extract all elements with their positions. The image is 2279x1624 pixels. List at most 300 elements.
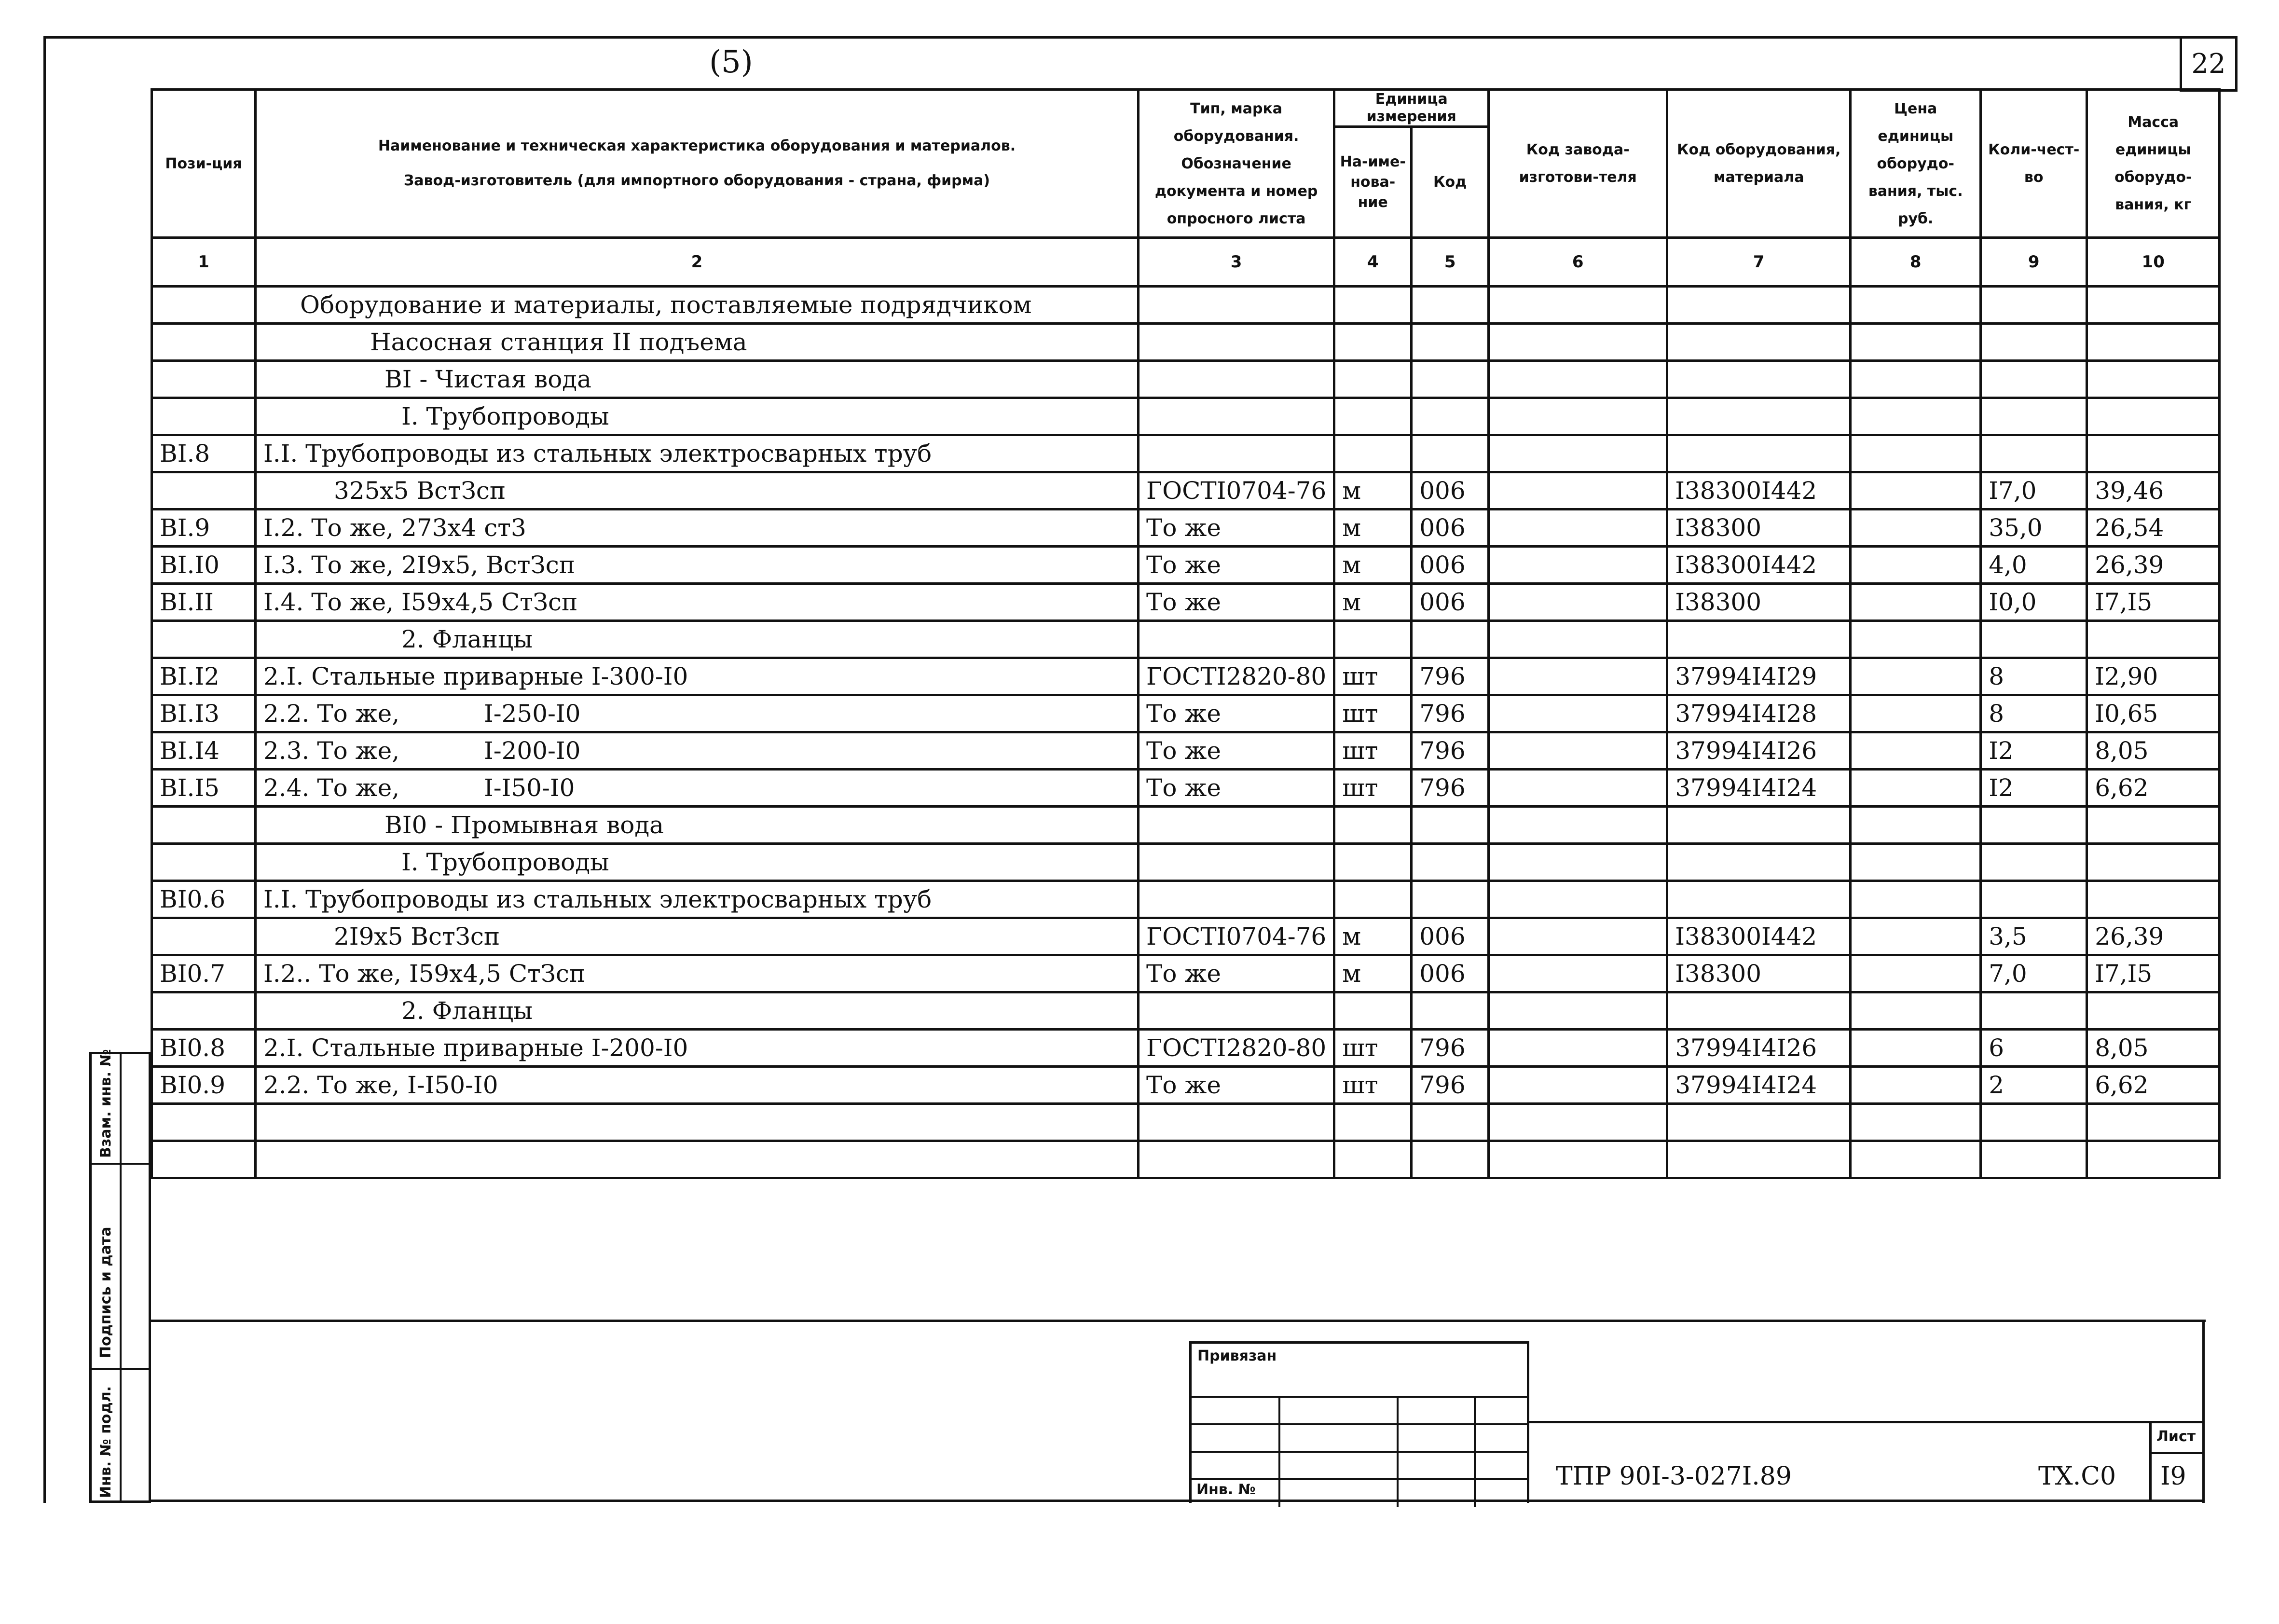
col-number: 8 (1851, 238, 1981, 287)
row-price (1851, 955, 1981, 992)
row-unit-code: 006 (1412, 547, 1489, 584)
row-position (152, 807, 256, 844)
row-name: 2.I. Стальные приварные I-200-I0 (256, 1030, 1139, 1067)
row-material-code: I38300I442 (1667, 918, 1851, 955)
row-quantity: 4,0 (1981, 547, 2087, 584)
table-row (152, 621, 2220, 658)
row-type (1139, 361, 1334, 398)
row-position (152, 398, 256, 435)
table-row (152, 547, 2220, 584)
row-price (1851, 584, 1981, 621)
row-price (1851, 1030, 1981, 1067)
row-name: I. Трубопроводы (256, 844, 1139, 881)
row-plant-code (1489, 435, 1667, 472)
row-unit-code (1412, 992, 1489, 1030)
row-position (152, 1141, 256, 1178)
row-mass (2087, 881, 2220, 918)
row-plant-code (1489, 621, 1667, 658)
document-code: ТПР 90I-3-027I.89 (1556, 1462, 1792, 1491)
row-name: 2.I. Стальные приварные I-300-I0 (256, 658, 1139, 695)
row-quantity (1981, 398, 2087, 435)
row-material-code: 37994I4I29 (1667, 658, 1851, 695)
row-position (152, 844, 256, 881)
row-quantity (1981, 1141, 2087, 1178)
row-plant-code (1489, 1067, 1667, 1104)
row-unit (1334, 324, 1412, 361)
row-name: I. Трубопроводы (256, 398, 1139, 435)
row-material-code: I38300I442 (1667, 472, 1851, 509)
row-type: ГОСТI0704-76 (1139, 918, 1334, 955)
row-plant-code (1489, 992, 1667, 1030)
row-quantity (1981, 881, 2087, 918)
table-row (152, 955, 2220, 992)
row-material-code (1667, 621, 1851, 658)
header-unit-name: На-име-нова-ние (1334, 127, 1412, 238)
row-unit: м (1334, 918, 1412, 955)
row-position: BI.I5 (152, 770, 256, 807)
row-type: То же (1139, 695, 1334, 732)
row-material-code (1667, 398, 1851, 435)
row-price (1851, 1141, 1981, 1178)
row-mass: 26,54 (2087, 509, 2220, 547)
row-plant-code (1489, 881, 1667, 918)
stamp-line (1397, 1396, 1399, 1507)
row-unit-code: 796 (1412, 1067, 1489, 1104)
table-row (152, 1067, 2220, 1104)
row-position: BI.I0 (152, 547, 256, 584)
header-unit-code: Код (1412, 127, 1489, 238)
section-code: ТХ.С0 (2038, 1462, 2116, 1491)
side-label-inv-podl: Инв. № подл. (97, 1386, 114, 1498)
row-price (1851, 398, 1981, 435)
row-material-code: 37994I4I26 (1667, 732, 1851, 770)
row-quantity: 7,0 (1981, 955, 2087, 992)
row-type (1139, 1104, 1334, 1141)
row-price (1851, 1104, 1981, 1141)
row-type (1139, 992, 1334, 1030)
row-mass (2087, 1104, 2220, 1141)
row-plant-code (1489, 695, 1667, 732)
row-plant-code (1489, 509, 1667, 547)
row-mass (2087, 1141, 2220, 1178)
row-mass: 6,62 (2087, 1067, 2220, 1104)
row-quantity: 35,0 (1981, 509, 2087, 547)
table-row (152, 472, 2220, 509)
row-unit-code: 796 (1412, 658, 1489, 695)
col-number: 1 (152, 238, 256, 287)
stamp-line (1192, 1478, 1527, 1480)
row-material-code (1667, 992, 1851, 1030)
row-position: BI0.6 (152, 881, 256, 918)
row-material-code: 37994I4I24 (1667, 770, 1851, 807)
row-price (1851, 472, 1981, 509)
row-unit: шт (1334, 695, 1412, 732)
row-unit (1334, 881, 1412, 918)
row-unit: шт (1334, 658, 1412, 695)
row-unit (1334, 621, 1412, 658)
row-plant-code (1489, 398, 1667, 435)
sheet-value: I9 (2160, 1462, 2186, 1491)
row-mass (2087, 398, 2220, 435)
row-plant-code (1489, 287, 1667, 324)
row-name: I.2. То же, 273x4 ст3 (256, 509, 1139, 547)
row-price (1851, 658, 1981, 695)
header-quantity: Коли-чест-во (1981, 90, 2087, 238)
row-position (152, 992, 256, 1030)
col-number: 2 (256, 238, 1139, 287)
row-unit: шт (1334, 1030, 1412, 1067)
header-type: Тип, марка оборудования. Обозначение документа и номер опросного листа (1139, 90, 1334, 238)
row-name: 2I9x5 ВстЗсп (256, 918, 1139, 955)
row-unit-code (1412, 1141, 1489, 1178)
row-material-code (1667, 1141, 1851, 1178)
stamp-line (1474, 1396, 1476, 1507)
row-price (1851, 547, 1981, 584)
row-quantity (1981, 621, 2087, 658)
col-number: 3 (1139, 238, 1334, 287)
table-row (152, 695, 2220, 732)
table-body (152, 287, 2220, 1178)
sheet-number: 22 (2191, 48, 2226, 80)
row-price (1851, 881, 1981, 918)
row-unit (1334, 844, 1412, 881)
row-mass: 8,05 (2087, 732, 2220, 770)
row-quantity (1981, 992, 2087, 1030)
row-plant-code (1489, 1141, 1667, 1178)
row-name: 2.4. То же, I-I50-I0 (256, 770, 1139, 807)
row-unit-code (1412, 435, 1489, 472)
row-mass: 39,46 (2087, 472, 2220, 509)
stamp-bottom-line (151, 1500, 2205, 1502)
row-name: I.I. Трубопроводы из стальных электросварных труб (256, 881, 1139, 918)
row-position: BI.I4 (152, 732, 256, 770)
row-unit-code (1412, 844, 1489, 881)
sheet-number-box (2180, 36, 2238, 92)
row-material-code: I38300 (1667, 509, 1851, 547)
row-name: I.3. То же, 2I9x5, ВстЗсп (256, 547, 1139, 584)
side-stamp-line (92, 1163, 149, 1165)
row-plant-code (1489, 472, 1667, 509)
row-unit: м (1334, 547, 1412, 584)
row-quantity (1981, 807, 2087, 844)
row-material-code (1667, 287, 1851, 324)
header-row (152, 90, 2220, 127)
row-position (152, 918, 256, 955)
row-name: I.4. То же, I59x4,5 СтЗсп (256, 584, 1139, 621)
row-material-code: 37994I4I24 (1667, 1067, 1851, 1104)
row-unit: м (1334, 472, 1412, 509)
row-mass: I7,I5 (2087, 955, 2220, 992)
row-material-code: I38300 (1667, 584, 1851, 621)
row-type (1139, 1141, 1334, 1178)
row-name: I.I. Трубопроводы из стальных электросварных труб (256, 435, 1139, 472)
row-price (1851, 918, 1981, 955)
row-name: 2.2. То же, I-I50-I0 (256, 1067, 1139, 1104)
header-unit-group: Единица измерения (1334, 90, 1489, 127)
row-price (1851, 435, 1981, 472)
row-unit: шт (1334, 1067, 1412, 1104)
side-label-vzam: Взам. инв. № (97, 1049, 114, 1158)
row-mass: I2,90 (2087, 658, 2220, 695)
row-type: ГОСТI0704-76 (1139, 472, 1334, 509)
row-type (1139, 881, 1334, 918)
sheet-label: Лист (2156, 1428, 2196, 1445)
row-position (152, 472, 256, 509)
row-mass (2087, 992, 2220, 1030)
table-row (152, 658, 2220, 695)
table-row (152, 881, 2220, 918)
table-row (152, 398, 2220, 435)
table-row (152, 918, 2220, 955)
col-number: 5 (1412, 238, 1489, 287)
header-position: Пози-ция (152, 90, 256, 238)
row-unit (1334, 807, 1412, 844)
header-mass: Масса единицы оборудо-вания, кг (2087, 90, 2220, 238)
row-name: BI - Чистая вода (256, 361, 1139, 398)
row-mass (2087, 844, 2220, 881)
col-number: 4 (1334, 238, 1412, 287)
row-position: BI.I3 (152, 695, 256, 732)
row-name: 2. Фланцы (256, 992, 1139, 1030)
row-unit-code (1412, 807, 1489, 844)
col-number: 9 (1981, 238, 2087, 287)
row-position (152, 621, 256, 658)
row-unit-code: 006 (1412, 918, 1489, 955)
row-unit: м (1334, 509, 1412, 547)
row-type (1139, 398, 1334, 435)
table-row (152, 1104, 2220, 1141)
row-quantity: 3,5 (1981, 918, 2087, 955)
row-position (152, 287, 256, 324)
row-type (1139, 324, 1334, 361)
row-unit-code: 796 (1412, 1030, 1489, 1067)
row-plant-code (1489, 1104, 1667, 1141)
row-mass: 8,05 (2087, 1030, 2220, 1067)
row-unit-code (1412, 324, 1489, 361)
table-row (152, 287, 2220, 324)
row-unit (1334, 992, 1412, 1030)
row-mass (2087, 324, 2220, 361)
row-type: То же (1139, 509, 1334, 547)
table-row (152, 992, 2220, 1030)
row-position: BI.I2 (152, 658, 256, 695)
row-type: ГОСТI2820-80 (1139, 1030, 1334, 1067)
row-material-code: I38300I442 (1667, 547, 1851, 584)
row-name: 2.2. То же, I-250-I0 (256, 695, 1139, 732)
row-material-code: I38300 (1667, 955, 1851, 992)
stamp-line (1192, 1396, 1527, 1398)
row-material-code (1667, 881, 1851, 918)
row-mass (2087, 807, 2220, 844)
row-name: I.2.. То же, I59x4,5 СтЗсп (256, 955, 1139, 992)
table-row (152, 844, 2220, 881)
column-number-row (152, 238, 2220, 287)
privyazan-box (1189, 1341, 1529, 1503)
row-material-code (1667, 1104, 1851, 1141)
row-unit: шт (1334, 770, 1412, 807)
row-price (1851, 621, 1981, 658)
row-mass: I0,65 (2087, 695, 2220, 732)
row-plant-code (1489, 324, 1667, 361)
row-quantity: 8 (1981, 695, 2087, 732)
row-name: 2.3. То же, I-200-I0 (256, 732, 1139, 770)
row-unit-code: 006 (1412, 955, 1489, 992)
table-row (152, 509, 2220, 547)
row-material-code (1667, 324, 1851, 361)
table-row (152, 732, 2220, 770)
row-position (152, 361, 256, 398)
row-unit (1334, 1141, 1412, 1178)
side-label-podpis: Подпись и дата (97, 1226, 114, 1358)
row-price (1851, 770, 1981, 807)
row-price (1851, 807, 1981, 844)
row-quantity: 2 (1981, 1067, 2087, 1104)
row-quantity: I0,0 (1981, 584, 2087, 621)
row-name: 325x5 ВстЗсп (256, 472, 1139, 509)
row-unit (1334, 435, 1412, 472)
header-price: Цена единицы оборудо-вания, тыс. руб. (1851, 90, 1981, 238)
table-row (152, 807, 2220, 844)
row-type: То же (1139, 584, 1334, 621)
row-position: BI.II (152, 584, 256, 621)
row-name: Оборудование и материалы, поставляемые подрядчиком (256, 287, 1139, 324)
row-unit (1334, 1104, 1412, 1141)
row-name: 2. Фланцы (256, 621, 1139, 658)
row-unit-code: 006 (1412, 472, 1489, 509)
row-material-code: 37994I4I28 (1667, 695, 1851, 732)
row-material-code (1667, 807, 1851, 844)
row-name (256, 1104, 1139, 1141)
row-plant-code (1489, 732, 1667, 770)
row-material-code: 37994I4I26 (1667, 1030, 1851, 1067)
row-mass: 6,62 (2087, 770, 2220, 807)
row-unit (1334, 287, 1412, 324)
row-position: BI0.9 (152, 1067, 256, 1104)
row-price (1851, 1067, 1981, 1104)
inv-no-label: Инв. № (1196, 1481, 1256, 1498)
row-mass: 26,39 (2087, 918, 2220, 955)
stamp-title-line (1527, 1421, 2202, 1423)
row-plant-code (1489, 1030, 1667, 1067)
row-quantity: I2 (1981, 770, 2087, 807)
row-unit: шт (1334, 732, 1412, 770)
row-quantity: 8 (1981, 658, 2087, 695)
sheet-cell-left (2149, 1421, 2152, 1502)
side-stamp (89, 1049, 151, 1503)
row-price (1851, 361, 1981, 398)
row-unit (1334, 361, 1412, 398)
col-number: 10 (2087, 238, 2220, 287)
row-type: ГОСТI2820-80 (1139, 658, 1334, 695)
col-number: 7 (1667, 238, 1851, 287)
row-mass: 26,39 (2087, 547, 2220, 584)
table-row (152, 770, 2220, 807)
row-unit: м (1334, 955, 1412, 992)
row-mass (2087, 287, 2220, 324)
row-plant-code (1489, 807, 1667, 844)
row-price (1851, 732, 1981, 770)
privyazan-label: Привязан (1197, 1348, 1277, 1364)
row-name (256, 1141, 1139, 1178)
row-mass (2087, 435, 2220, 472)
row-type: То же (1139, 547, 1334, 584)
row-type (1139, 621, 1334, 658)
row-unit-code (1412, 621, 1489, 658)
stamp-right-line (2202, 1320, 2205, 1503)
row-material-code (1667, 844, 1851, 881)
row-unit-code: 796 (1412, 770, 1489, 807)
row-plant-code (1489, 770, 1667, 807)
row-quantity (1981, 844, 2087, 881)
table-row (152, 1030, 2220, 1067)
row-quantity (1981, 1104, 2087, 1141)
row-plant-code (1489, 658, 1667, 695)
table-row (152, 435, 2220, 472)
row-position: BI0.7 (152, 955, 256, 992)
row-quantity (1981, 287, 2087, 324)
row-type: То же (1139, 732, 1334, 770)
col-number: 6 (1489, 238, 1667, 287)
row-plant-code (1489, 547, 1667, 584)
row-quantity: I7,0 (1981, 472, 2087, 509)
row-unit-code (1412, 361, 1489, 398)
row-mass: I7,I5 (2087, 584, 2220, 621)
row-name: Насосная станция II подъема (256, 324, 1139, 361)
row-mass (2087, 361, 2220, 398)
row-type: То же (1139, 770, 1334, 807)
row-position: BI.9 (152, 509, 256, 547)
row-type (1139, 844, 1334, 881)
row-plant-code (1489, 918, 1667, 955)
row-plant-code (1489, 361, 1667, 398)
row-type (1139, 287, 1334, 324)
specification-table (151, 88, 2221, 1179)
table-row (152, 361, 2220, 398)
row-quantity (1981, 361, 2087, 398)
row-unit-code (1412, 1104, 1489, 1141)
table-row (152, 324, 2220, 361)
row-quantity: 6 (1981, 1030, 2087, 1067)
row-unit-code (1412, 881, 1489, 918)
header-name-line2: Завод-изготовитель (для импортного оборудования - страна, фирма) (403, 172, 990, 189)
row-unit-code (1412, 287, 1489, 324)
row-price (1851, 695, 1981, 732)
row-type (1139, 435, 1334, 472)
row-unit-code: 006 (1412, 509, 1489, 547)
row-price (1851, 992, 1981, 1030)
row-unit-code (1412, 398, 1489, 435)
row-name: BI0 - Промывная вода (256, 807, 1139, 844)
row-material-code (1667, 435, 1851, 472)
header-name (256, 90, 1139, 238)
side-stamp-line (92, 1368, 149, 1370)
row-position (152, 324, 256, 361)
row-quantity (1981, 324, 2087, 361)
row-unit-code: 796 (1412, 695, 1489, 732)
top-mark: (5) (709, 44, 753, 80)
row-price (1851, 324, 1981, 361)
row-type: То же (1139, 1067, 1334, 1104)
row-position: BI.8 (152, 435, 256, 472)
row-type: То же (1139, 955, 1334, 992)
row-unit: м (1334, 584, 1412, 621)
row-plant-code (1489, 844, 1667, 881)
sheet-cell-divider (2149, 1452, 2203, 1454)
header-material-code: Код оборудования, материала (1667, 90, 1851, 238)
row-type (1139, 807, 1334, 844)
row-unit-code: 796 (1412, 732, 1489, 770)
header-plant-code: Код завода-изготови-теля (1489, 90, 1667, 238)
